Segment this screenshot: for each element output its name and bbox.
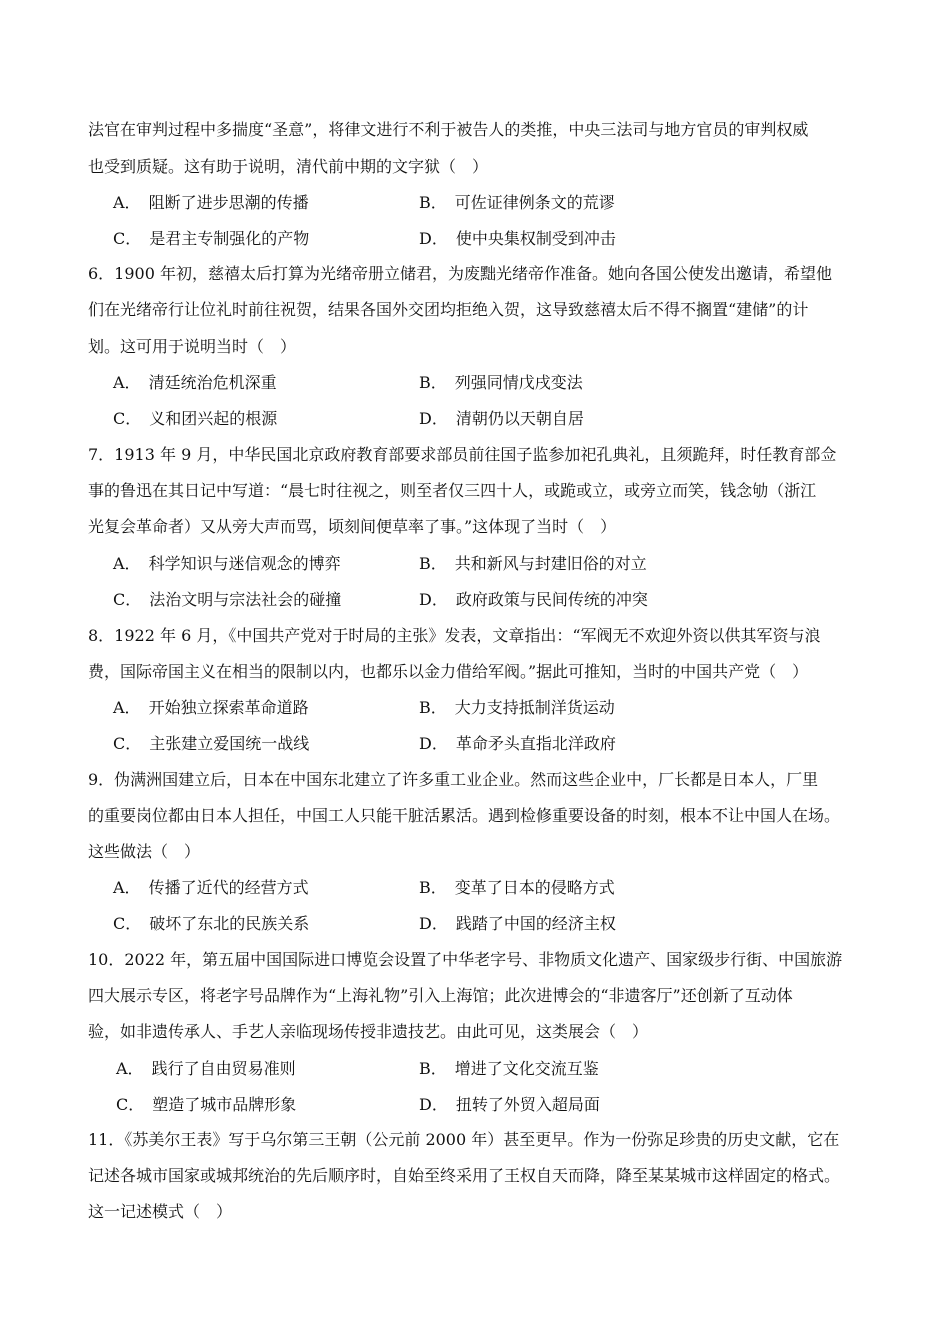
option-letter: B． [419, 698, 447, 717]
option-text: 变革了日本的侵略方式 [454, 878, 615, 897]
q8-stem-line-2: 费，国际帝国主义在相当的限制以内，也都乐以金力借给军阀。”据此可推知，当时的中国共产党（ ） [88, 662, 809, 681]
option-letter: D． [419, 229, 448, 248]
option-letter: A． [113, 698, 141, 717]
option-text: 践踏了中国的经济主权 [455, 914, 616, 933]
q5-option-c[interactable] [113, 225, 309, 253]
q7-option-a[interactable] [113, 550, 341, 578]
q10-stem-line-1: 10．2022 年，第五届中国国际进口博览会设置了中华老字号、非物质文化遗产、国家级步行街、中国旅游 [88, 950, 843, 969]
q11-stem-line-3: 这一记述模式（ ） [88, 1202, 233, 1221]
q7-option-c[interactable] [113, 586, 341, 614]
option-letter: C． [113, 409, 142, 428]
option-letter: A． [116, 1059, 144, 1078]
option-letter: D． [419, 409, 448, 428]
option-text: 践行了自由贸易准则 [151, 1059, 296, 1078]
option-text: 使中央集权制受到冲击 [455, 229, 616, 248]
option-text: 共和新风与封建旧俗的对立 [454, 554, 647, 573]
option-text: 政府政策与民间传统的冲突 [455, 590, 648, 609]
option-text: 是君主专制强化的产物 [149, 229, 310, 248]
option-letter: C． [113, 734, 142, 753]
option-letter: C． [113, 229, 142, 248]
q7-stem-line-1: 7．1913 年 9 月，中华民国北京政府教育部要求部员前往国子监参加祀孔典礼，且须跪拜，时任教育部佥 [88, 445, 837, 464]
q6-option-a[interactable] [113, 369, 277, 397]
option-letter: B． [419, 1059, 447, 1078]
q5-stem-line-2: 也受到质疑。这有助于说明，清代前中期的文字狱（ ） [88, 157, 489, 176]
option-text: 开始独立探索革命道路 [148, 698, 309, 717]
q10-option-c[interactable] [116, 1091, 296, 1119]
q9-option-a[interactable] [113, 874, 309, 902]
q10-option-d[interactable] [419, 1091, 600, 1119]
q8-option-c[interactable] [113, 730, 309, 758]
q5-stem-line-1: 法官在审判过程中多揣度“圣意”，将律文进行不利于被告人的类推，中央三法司与地方官员的审判权威 [88, 120, 809, 139]
option-text: 清朝仍以天朝自居 [455, 409, 584, 428]
q10-stem-line-2: 四大展示专区，将老字号品牌作为“上海礼物”引入上海馆；此次进博会的“非遗客厅”还创新了互动体 [88, 986, 793, 1005]
q8-option-b[interactable] [419, 694, 615, 722]
option-text: 可佐证律例条文的荒谬 [454, 193, 615, 212]
option-letter: B． [419, 878, 447, 897]
q9-option-b[interactable] [419, 874, 615, 902]
option-letter: A． [113, 193, 141, 212]
option-letter: C． [113, 590, 142, 609]
q8-option-a[interactable] [113, 694, 309, 722]
option-text: 法治文明与宗法社会的碰撞 [149, 590, 342, 609]
option-text: 清廷统治危机深重 [148, 373, 277, 392]
q8-stem-line-1: 8．1922 年 6 月，《中国共产党对于时局的主张》发表，文章指出：“军阀无不欢迎外资以供其军资与浪 [88, 626, 821, 645]
q6-option-d[interactable] [419, 405, 584, 433]
q10-stem-line-3: 验，如非遗传承人、手艺人亲临现场传授非遗技艺。由此可见，这类展会（ ） [88, 1022, 649, 1041]
q6-stem-line-3: 划。这可用于说明当时（ ） [88, 337, 297, 356]
option-text: 塑造了城市品牌形象 [152, 1095, 297, 1114]
option-letter: C． [113, 914, 142, 933]
q6-option-b[interactable] [419, 369, 583, 397]
q6-stem-line-2: 们在光绪帝行让位礼时前往祝贺，结果各国外交团均拒绝入贺，这导致慈禧太后不得不搁置“建储”的计 [88, 300, 809, 319]
q5-option-d[interactable] [419, 225, 616, 253]
q11-stem-line-1: 11．《苏美尔王表》写于乌尔第三王朝（公元前 2000 年）甚至更早。作为一份弥足珍贵的历史文献，它在 [88, 1130, 840, 1149]
option-text: 大力支持抵制洋货运动 [454, 698, 615, 717]
q9-stem-line-3: 这些做法（ ） [88, 842, 201, 861]
option-text: 义和团兴起的根源 [149, 409, 278, 428]
option-letter: D． [419, 1095, 448, 1114]
option-letter: D． [419, 734, 448, 753]
q10-option-a[interactable] [116, 1055, 296, 1083]
q7-stem-line-2: 事的鲁迅在其日记中写道：“晨七时往视之，则至者仅三四十人，或跪或立，或旁立而笑，钱念劬（浙江 [88, 481, 817, 500]
q11-stem-line-2: 记述各城市国家或城邦统治的先后顺序时，自始至终采用了王权自天而降，降至某某城市这样固定的格式。 [88, 1166, 841, 1185]
option-text: 传播了近代的经营方式 [148, 878, 309, 897]
option-letter: B． [419, 193, 447, 212]
option-text: 增进了文化交流互鉴 [454, 1059, 599, 1078]
q9-option-d[interactable] [419, 910, 616, 938]
option-text: 扭转了外贸入超局面 [455, 1095, 600, 1114]
option-letter: A． [113, 878, 141, 897]
q9-stem-line-2: 的重要岗位都由日本人担任，中国工人只能干脏活累活。遇到检修重要设备的时刻，根本不让中国人在场。 [88, 806, 841, 825]
option-letter: B． [419, 554, 447, 573]
q10-option-b[interactable] [419, 1055, 599, 1083]
q9-stem-line-1: 9．伪满洲国建立后，日本在中国东北建立了许多重工业企业。然而这些企业中，厂长都是日本人，厂里 [88, 770, 819, 789]
option-text: 革命矛头直指北洋政府 [455, 734, 616, 753]
option-text: 主张建立爱国统一战线 [149, 734, 310, 753]
q6-option-c[interactable] [113, 405, 277, 433]
option-letter: A． [113, 373, 141, 392]
option-text: 阻断了进步思潮的传播 [148, 193, 309, 212]
q7-option-b[interactable] [419, 550, 647, 578]
q8-option-d[interactable] [419, 730, 616, 758]
q7-stem-line-3: 光复会革命者）又从旁大声而骂，顷刻间便草率了事。”这体现了当时（ ） [88, 517, 617, 536]
option-text: 科学知识与迷信观念的博弈 [148, 554, 341, 573]
option-text: 列强同情戊戌变法 [454, 373, 583, 392]
q5-option-a[interactable] [113, 189, 309, 217]
option-letter: B． [419, 373, 447, 392]
option-letter: C． [116, 1095, 145, 1114]
q7-option-d[interactable] [419, 586, 648, 614]
option-letter: A． [113, 554, 141, 573]
option-text: 破坏了东北的民族关系 [149, 914, 310, 933]
option-letter: D． [419, 590, 448, 609]
option-letter: D． [419, 914, 448, 933]
q9-option-c[interactable] [113, 910, 309, 938]
q6-stem-line-1: 6．1900 年初，慈禧太后打算为光绪帝册立储君，为废黜光绪帝作准备。她向各国公使发出邀请，希望他 [88, 264, 832, 283]
q5-option-b[interactable] [419, 189, 615, 217]
